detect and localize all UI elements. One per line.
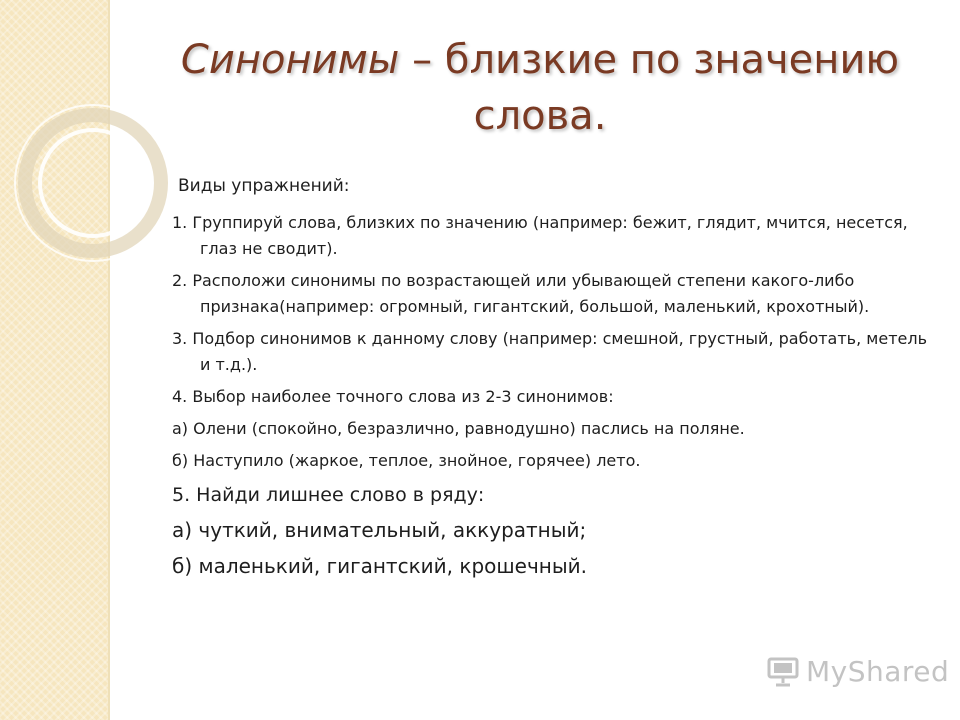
exercise-item-5a: а) чуткий, внимательный, аккуратный;: [172, 518, 587, 542]
exercise-item-5: 5. Найди лишнее слово в ряду:: [172, 484, 485, 506]
decorative-ring-inner: [38, 128, 148, 238]
exercise-item-4b: б) Наступило (жаркое, теплое, знойное, горячее) лето.: [172, 451, 641, 470]
slide-subtitle: Виды упражнений:: [178, 176, 350, 196]
exercise-item-1: 1. Группируй слова, близких по значению (например: бежит, глядит, мчится, несется, глаз не сводит).: [172, 213, 908, 258]
title-rest: – близкие по значению слова.: [399, 37, 900, 139]
exercise-item-2: 2. Расположи синонимы по возрастающей или убывающей степени какого-либо признака(например: огромный, гигантский, большой, маленький, крохотный).: [172, 271, 870, 316]
exercise-item-4a: а) Олени (спокойно, безразлично, равнодушно) паслись на поляне.: [172, 419, 745, 438]
watermark: [766, 654, 949, 688]
exercise-item-3: 3. Подбор синонимов к данному слову (например: смешной, грустный, работать, метель и т.д.).: [172, 329, 928, 374]
projector-screen-icon: [766, 654, 800, 688]
slide-title: [120, 32, 960, 144]
exercise-item-5b: б) маленький, гигантский, крошечный.: [172, 554, 588, 578]
watermark-text: MyShared: [806, 654, 950, 688]
exercise-item-4: 4. Выбор наиболее точного слова из 2-3 синонимов:: [172, 387, 614, 406]
exercise-list: [172, 210, 932, 586]
title-italic-part: Синонимы: [180, 37, 400, 83]
